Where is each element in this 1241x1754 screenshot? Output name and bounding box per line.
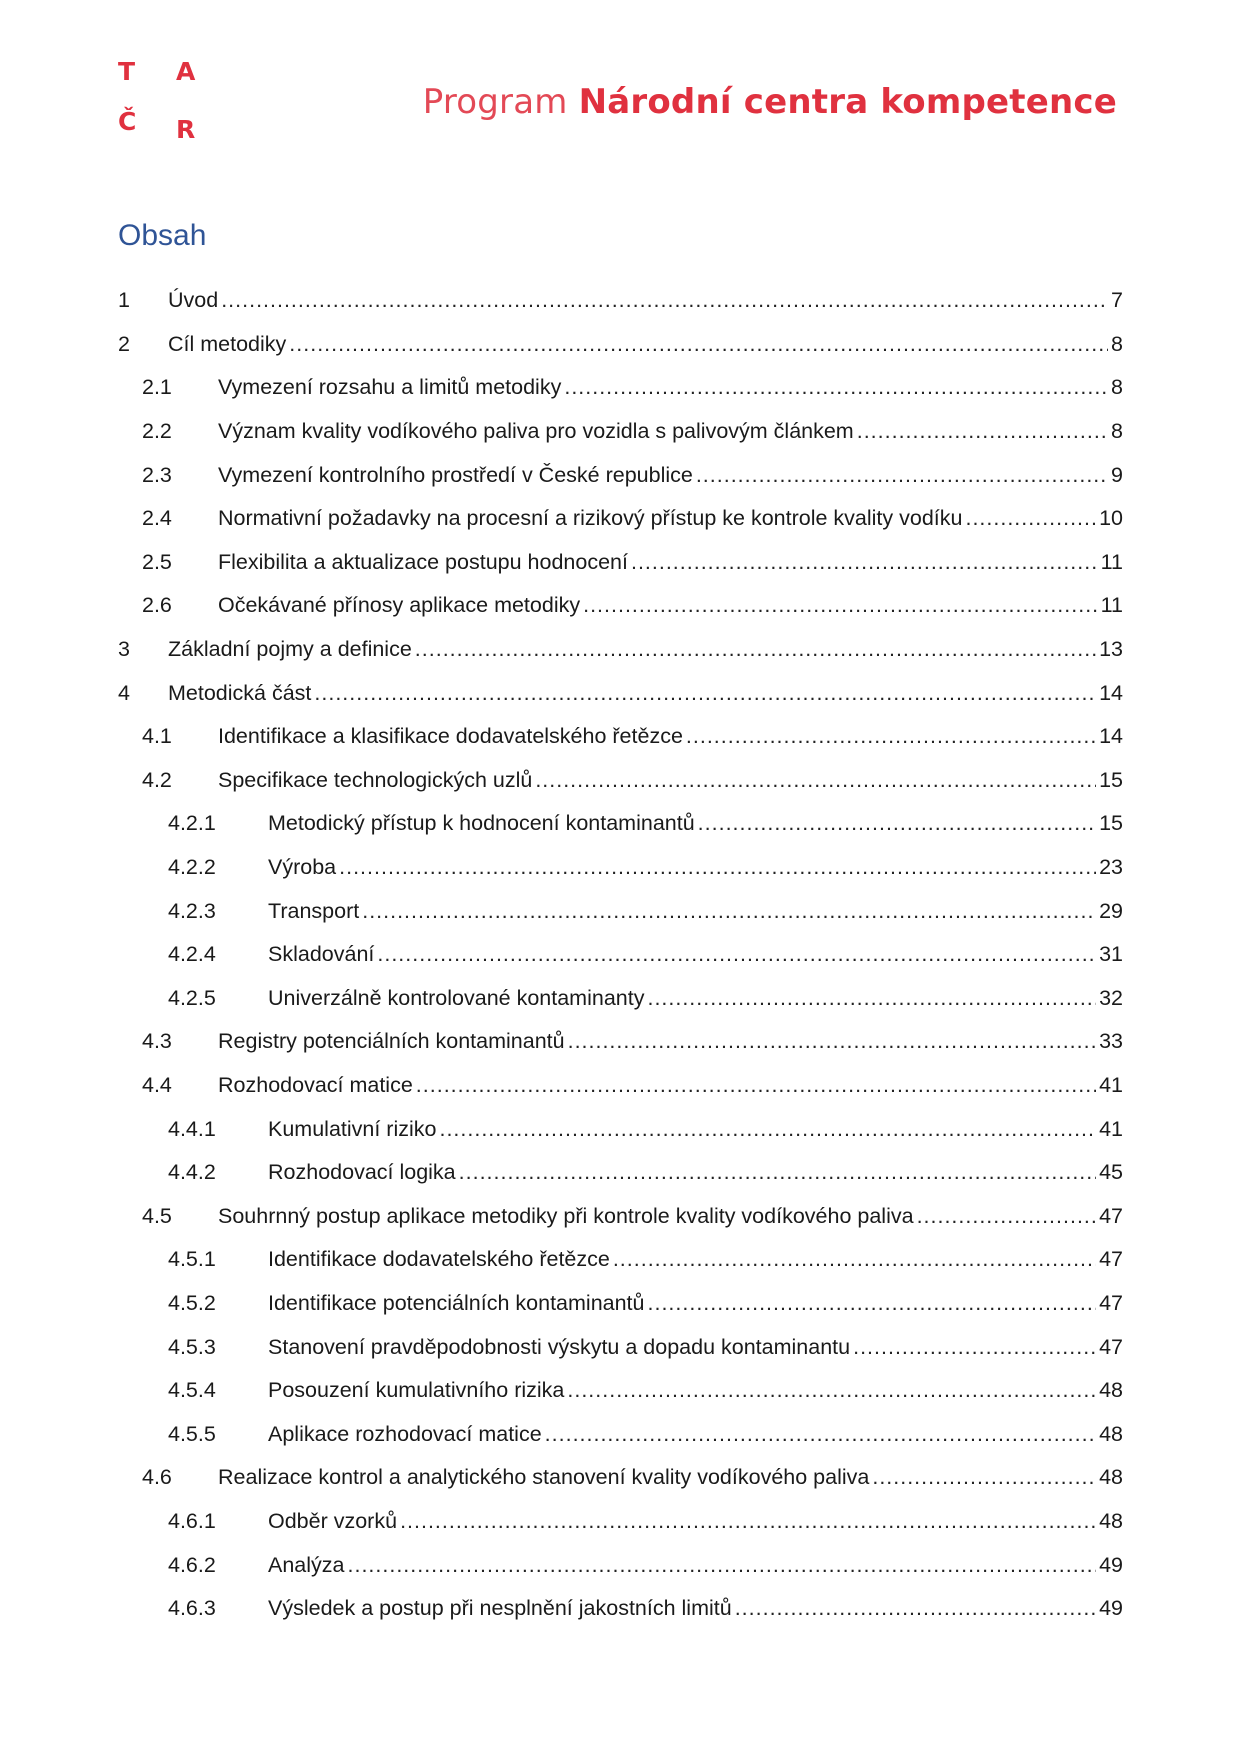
toc-entry-page: 47 [1099,1203,1123,1228]
toc-entry-title: Očekávané přínosy aplikace metodiky [218,593,581,618]
toc-entry-title: Aplikace rozhodovací matice [268,1421,542,1446]
toc-entry-number: 4.5.1 [168,1247,216,1272]
toc-entry-number: 4.2 [142,767,172,792]
toc-entry-number: 4.6.1 [168,1508,216,1533]
toc-entry-title: Normativní požadavky na procesní a rizikový přístup ke kontrole kvality vodíku [218,506,963,531]
toc-entry-title: Registry potenciálních kontaminantů [218,1029,565,1054]
toc-entry[interactable] [118,1151,1123,1195]
toc-entry[interactable] [118,1543,1123,1587]
toc-dot-leader [416,1073,1096,1098]
toc-entry-page: 23 [1099,855,1123,880]
toc-entry-number: 4.2.2 [168,855,216,880]
toc-entry-number: 4.2.4 [168,942,216,967]
toc-dot-leader [289,332,1108,357]
toc-entry-page: 49 [1099,1596,1123,1621]
toc-entry-title: Metodický přístup k hodnocení kontaminantů [268,811,695,836]
toc-entry-title: Souhrnný postup aplikace metodiky při kontrole kvality vodíkového paliva [218,1203,914,1228]
toc-entry[interactable] [118,889,1123,933]
toc-entry-title: Identifikace dodavatelského řetězce [268,1247,610,1272]
toc-dot-leader [221,288,1108,313]
toc-entry-page: 10 [1099,506,1123,531]
toc-entry[interactable] [118,1282,1123,1326]
toc-entry-page: 13 [1099,637,1123,662]
toc-entry[interactable] [118,715,1123,759]
toc-entry-title: Rozhodovací matice [218,1072,413,1097]
toc-entry-page: 14 [1099,724,1123,749]
toc-entry[interactable] [118,410,1123,454]
program-title: Národní centra kompetence [578,82,1117,122]
toc-dot-leader [415,637,1096,662]
toc-dot-leader [314,681,1096,706]
toc-entry[interactable] [118,1587,1123,1631]
toc-entry[interactable] [118,497,1123,541]
toc-entry[interactable] [118,628,1123,672]
toc-entry[interactable] [118,1238,1123,1282]
toc-entry-number: 4.5.2 [168,1290,216,1315]
toc-entry-title: Kumulativní riziko [268,1116,437,1141]
toc-entry-title: Skladování [268,942,375,967]
toc-entry-number: 4.5.5 [168,1421,216,1446]
toc-dot-leader [698,811,1096,836]
toc-entry-title: Výroba [268,855,337,880]
toc-dot-leader [400,1509,1096,1534]
toc-entry-page: 48 [1099,1421,1123,1446]
toc-dot-leader [564,375,1108,400]
toc-entry-title: Vymezení rozsahu a limitů metodiky [218,375,562,400]
toc-entry-title: Rozhodovací logika [268,1160,456,1185]
toc-entry-page: 32 [1099,985,1123,1010]
toc-dot-leader [647,986,1096,1011]
toc-entry-number: 4.6.2 [168,1552,216,1577]
toc-entry-title: Posouzení kumulativního rizika [268,1378,565,1403]
toc-entry[interactable] [118,279,1123,323]
toc-entry-page: 29 [1099,898,1123,923]
toc-entry-page: 15 [1099,767,1123,792]
toc-entry-page: 45 [1099,1160,1123,1185]
toc-entry-number: 2.1 [142,375,172,400]
toc-entry-page: 8 [1111,375,1123,400]
toc-entry[interactable] [118,541,1123,585]
toc-entry-page: 14 [1099,680,1123,705]
toc-entry-number: 4.3 [142,1029,172,1054]
toc-dot-leader [631,550,1098,575]
toc-entry-page: 47 [1099,1334,1123,1359]
toc-dot-leader [339,855,1096,880]
toc-entry[interactable] [118,1064,1123,1108]
toc-dot-leader [545,1422,1096,1447]
toc-entry-page: 31 [1099,942,1123,967]
toc-entry-number: 2 [118,331,130,356]
toc-dot-leader [459,1160,1096,1185]
toc-dot-leader [648,1291,1097,1316]
toc-entry-number: 4.4 [142,1072,172,1097]
toc-entry-title: Realizace kontrol a analytického stanovení kvality vodíkového paliva [218,1465,870,1490]
logo-letter-t: T [118,57,136,86]
toc-entry-page: 49 [1099,1552,1123,1577]
toc-entry[interactable] [118,802,1123,846]
toc-entry-page: 41 [1099,1072,1123,1097]
toc-entry[interactable] [118,323,1123,367]
toc-dot-leader [696,463,1108,488]
toc-title: Obsah [118,219,207,252]
toc-entry-title: Základní pojmy a definice [168,637,412,662]
toc-dot-leader [377,942,1096,967]
toc-entry[interactable] [118,366,1123,410]
toc-entry-title: Transport [268,898,360,923]
toc-entry-number: 2.5 [142,549,172,574]
toc-entry[interactable] [118,1456,1123,1500]
toc-entry[interactable] [118,1107,1123,1151]
toc-entry-number: 2.4 [142,506,172,531]
logo-letter-a: A [176,57,196,86]
toc-entry[interactable] [118,1194,1123,1238]
toc-entry-title: Metodická část [168,680,312,705]
toc-entry-number: 2.3 [142,462,172,487]
toc-dot-leader [568,1029,1096,1054]
toc-entry-page: 9 [1111,462,1123,487]
toc-entry-number: 4.5 [142,1203,172,1228]
toc-entry-page: 41 [1099,1116,1123,1141]
toc-dot-leader [735,1596,1096,1621]
toc-entry-title: Specifikace technologických uzlů [218,767,533,792]
toc-entry-page: 15 [1099,811,1123,836]
toc-dot-leader [857,419,1108,444]
toc-entry[interactable] [118,453,1123,497]
toc-entry-number: 4.6 [142,1465,172,1490]
toc-dot-leader [872,1465,1096,1490]
toc-entry[interactable] [118,1500,1123,1544]
toc-entry-number: 4 [118,680,130,705]
toc-entry-title: Odběr vzorků [268,1508,398,1533]
toc-entry[interactable] [118,846,1123,890]
toc-entry-title: Výsledek a postup při nesplnění jakostních limitů [268,1596,732,1621]
toc-entry-number: 4.4.1 [168,1116,216,1141]
toc-entry-page: 8 [1111,331,1123,356]
toc-entry-number: 1 [118,288,130,313]
toc-entry-title: Identifikace potenciálních kontaminantů [268,1290,645,1315]
toc-entry-title: Vymezení kontrolního prostředí v České republice [218,462,693,487]
toc-entry-page: 48 [1099,1465,1123,1490]
toc-entry[interactable] [118,671,1123,715]
toc-dot-leader [348,1553,1097,1578]
toc-entry-number: 4.1 [142,724,172,749]
toc-entry-page: 7 [1111,288,1123,313]
toc-entry-title: Význam kvality vodíkového paliva pro vozidla s palivovým článkem [218,419,854,444]
table-of-contents [118,279,1123,1630]
toc-entry-number: 4.2.3 [168,898,216,923]
toc-entry-title: Analýza [268,1552,345,1577]
toc-dot-leader [535,768,1096,793]
toc-dot-leader [439,1117,1096,1142]
toc-entry-page: 11 [1100,593,1123,618]
toc-entry-page: 8 [1111,419,1123,444]
program-header [423,82,1117,122]
toc-entry-number: 2.6 [142,593,172,618]
toc-entry[interactable] [118,1020,1123,1064]
toc-entry-number: 4.6.3 [168,1596,216,1621]
toc-entry-number: 3 [118,637,130,662]
toc-entry-page: 47 [1099,1290,1123,1315]
toc-dot-leader [686,724,1096,749]
program-prefix: Program [422,82,568,122]
logo-letter-r: R [176,115,196,144]
toc-entry-page: 11 [1100,549,1123,574]
toc-dot-leader [613,1247,1096,1272]
toc-entry-number: 4.5.3 [168,1334,216,1359]
toc-entry[interactable] [118,1412,1123,1456]
toc-entry-title: Úvod [168,288,219,313]
toc-entry-title: Univerzálně kontrolované kontaminanty [268,985,645,1010]
toc-entry-title: Flexibilita a aktualizace postupu hodnocení [218,549,628,574]
toc-dot-leader [567,1378,1096,1403]
toc-entry-number: 4.2.1 [168,811,216,836]
logo-letter-c: Č [118,107,137,136]
toc-entry[interactable] [118,759,1123,803]
toc-entry[interactable] [118,584,1123,628]
toc-entry-title: Identifikace a klasifikace dodavatelského řetězce [218,724,683,749]
toc-entry-page: 33 [1099,1029,1123,1054]
tacr-logo [118,58,208,150]
toc-entry-number: 2.2 [142,419,172,444]
toc-entry-page: 48 [1099,1378,1123,1403]
toc-entry-title: Cíl metodiky [168,331,287,356]
toc-entry-page: 47 [1099,1247,1123,1272]
toc-entry-number: 4.2.5 [168,985,216,1010]
toc-entry-page: 48 [1099,1508,1123,1533]
toc-dot-leader [965,506,1096,531]
toc-dot-leader [853,1335,1096,1360]
toc-entry-title: Stanovení pravděpodobnosti výskytu a dopadu kontaminantu [268,1334,851,1359]
toc-entry-number: 4.4.2 [168,1160,216,1185]
toc-dot-leader [583,593,1098,618]
toc-entry[interactable] [118,1325,1123,1369]
toc-entry[interactable] [118,933,1123,977]
toc-entry-number: 4.5.4 [168,1378,216,1403]
toc-dot-leader [362,899,1096,924]
toc-entry[interactable] [118,977,1123,1021]
toc-entry[interactable] [118,1369,1123,1413]
toc-dot-leader [917,1204,1097,1229]
